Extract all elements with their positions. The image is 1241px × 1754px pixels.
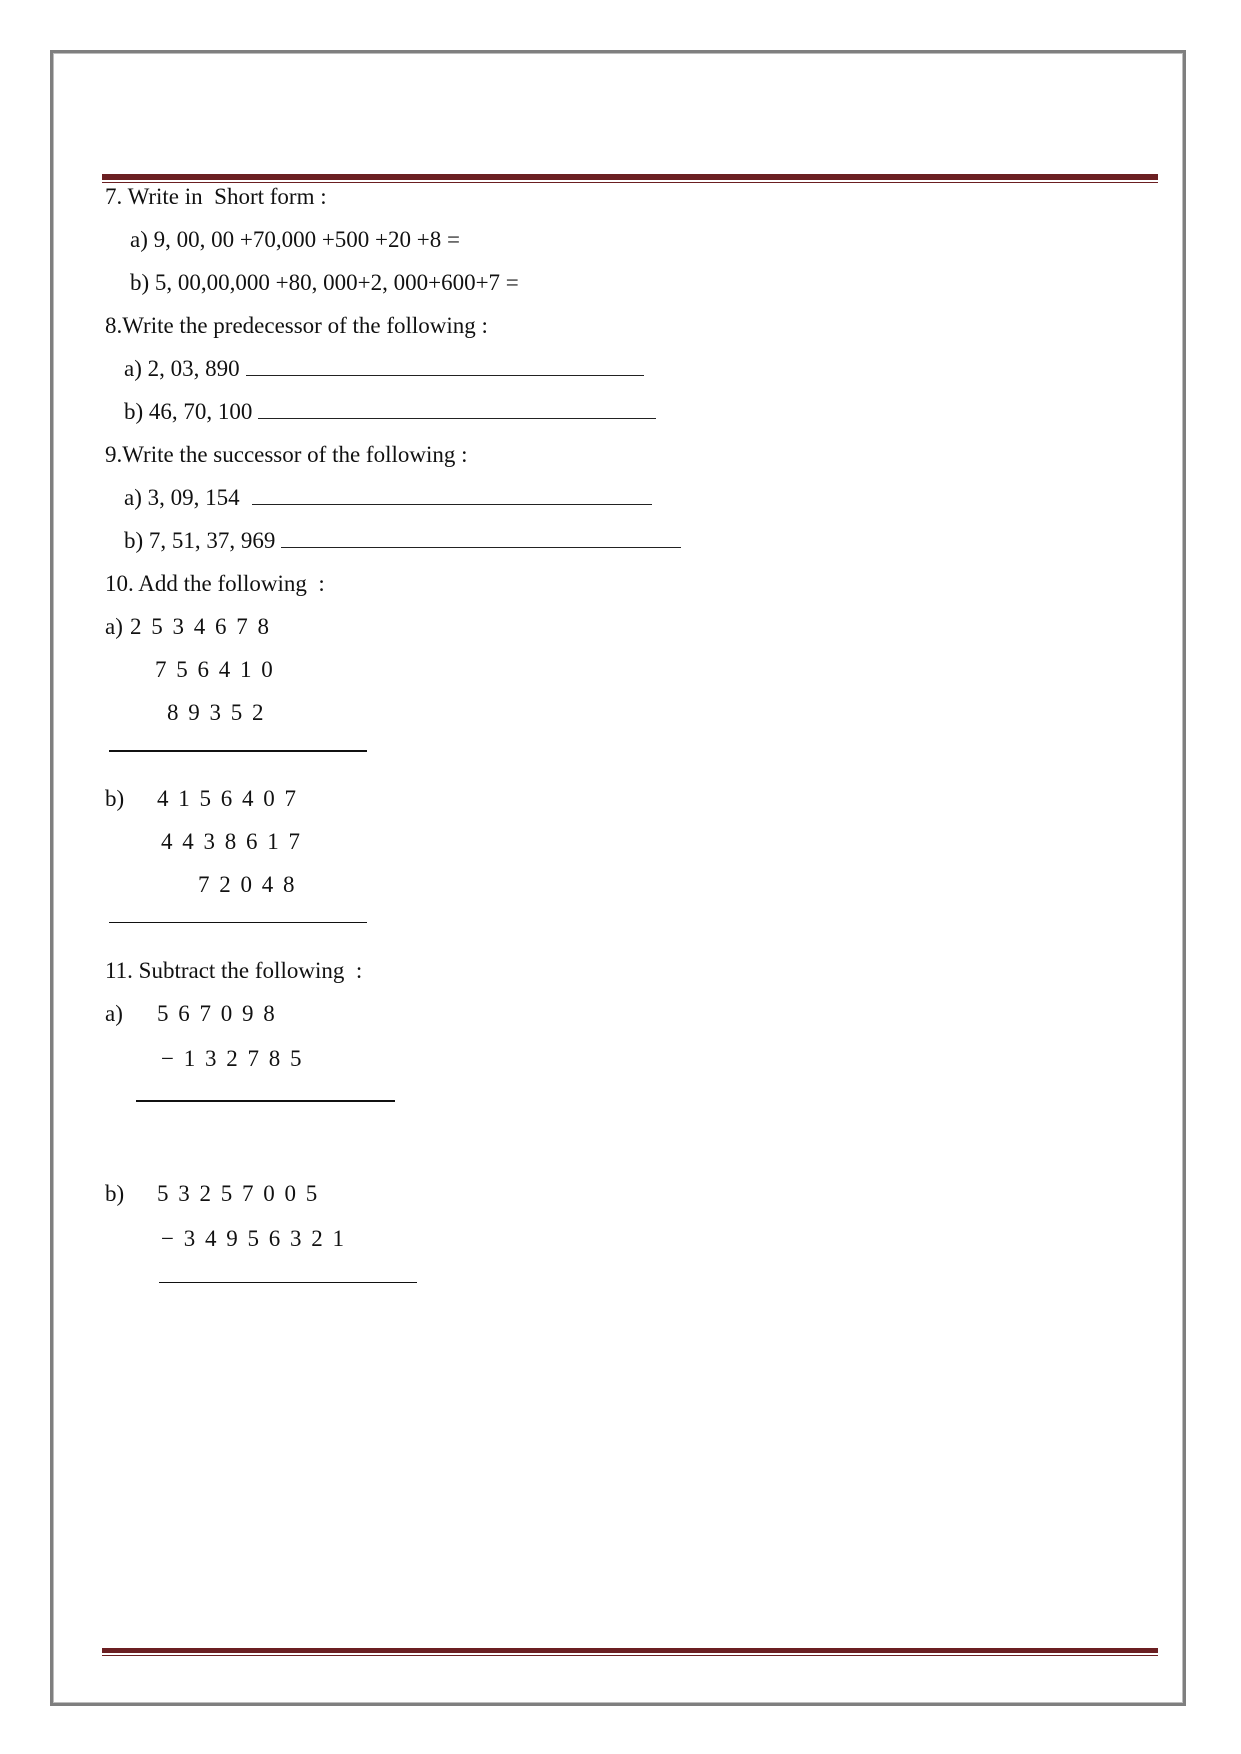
footer-rule bbox=[102, 1648, 1158, 1656]
q11-a-row-2: − 1 3 2 7 8 5 bbox=[161, 1046, 304, 1071]
q7-a: a) 9, 00, 00 +70,000 +500 +20 +8 = bbox=[130, 227, 460, 252]
q8-a: a) 2, 03, 890 bbox=[124, 356, 240, 381]
q11-title: 11. Subtract the following : bbox=[105, 958, 363, 983]
q11-b-row-2: − 3 4 9 5 6 3 2 1 bbox=[161, 1226, 346, 1251]
q9-b-answer-blank[interactable] bbox=[281, 529, 681, 548]
q8-a-row bbox=[124, 355, 644, 383]
q10-b-row-2: 4 4 3 8 6 1 7 bbox=[161, 829, 302, 854]
q10-a-sum-line bbox=[109, 750, 367, 752]
header-rule bbox=[102, 174, 1158, 183]
q9-a-row bbox=[124, 484, 652, 512]
q8-a-answer-blank[interactable] bbox=[246, 357, 644, 376]
q10-a-row-3: 8 9 3 5 2 bbox=[167, 700, 266, 725]
q10-a-row-1: 2 5 3 4 6 7 8 bbox=[130, 614, 271, 639]
q9-b-row bbox=[124, 527, 681, 555]
q8-b: b) 46, 70, 100 bbox=[124, 399, 253, 424]
q10-b-sum-line bbox=[109, 922, 367, 923]
q8-b-row bbox=[124, 398, 656, 426]
q8-title: 8.Write the predecessor of the following : bbox=[105, 313, 488, 338]
q11-b-row-1: 5 3 2 5 7 0 0 5 bbox=[157, 1181, 320, 1206]
q11-a-difference-line bbox=[136, 1100, 395, 1102]
q11-b-label: b) bbox=[105, 1181, 125, 1206]
q10-a-row-2: 7 5 6 4 1 0 bbox=[155, 657, 275, 682]
q11-b-difference-line bbox=[159, 1282, 417, 1283]
q9-title: 9.Write the successor of the following : bbox=[105, 442, 468, 467]
q9-a: a) 3, 09, 154 bbox=[124, 485, 240, 510]
q10-title: 10. Add the following : bbox=[105, 571, 325, 596]
q10-b-row-1: 4 1 5 6 4 0 7 bbox=[157, 786, 298, 811]
q10-a-label: a) bbox=[105, 614, 123, 639]
q10-b-label: b) bbox=[105, 786, 125, 811]
q7-b: b) 5, 00,00,000 +80, 000+2, 000+600+7 = bbox=[130, 270, 519, 295]
q11-a-label: a) bbox=[105, 1001, 123, 1026]
q7-title: 7. Write in Short form : bbox=[105, 184, 327, 209]
q9-a-answer-blank[interactable] bbox=[252, 486, 652, 505]
q9-b: b) 7, 51, 37, 969 bbox=[124, 528, 276, 553]
q8-b-answer-blank[interactable] bbox=[258, 400, 656, 419]
q10-b-row-3: 7 2 0 4 8 bbox=[198, 872, 297, 897]
q11-a-row-1: 5 6 7 0 9 8 bbox=[157, 1001, 277, 1026]
